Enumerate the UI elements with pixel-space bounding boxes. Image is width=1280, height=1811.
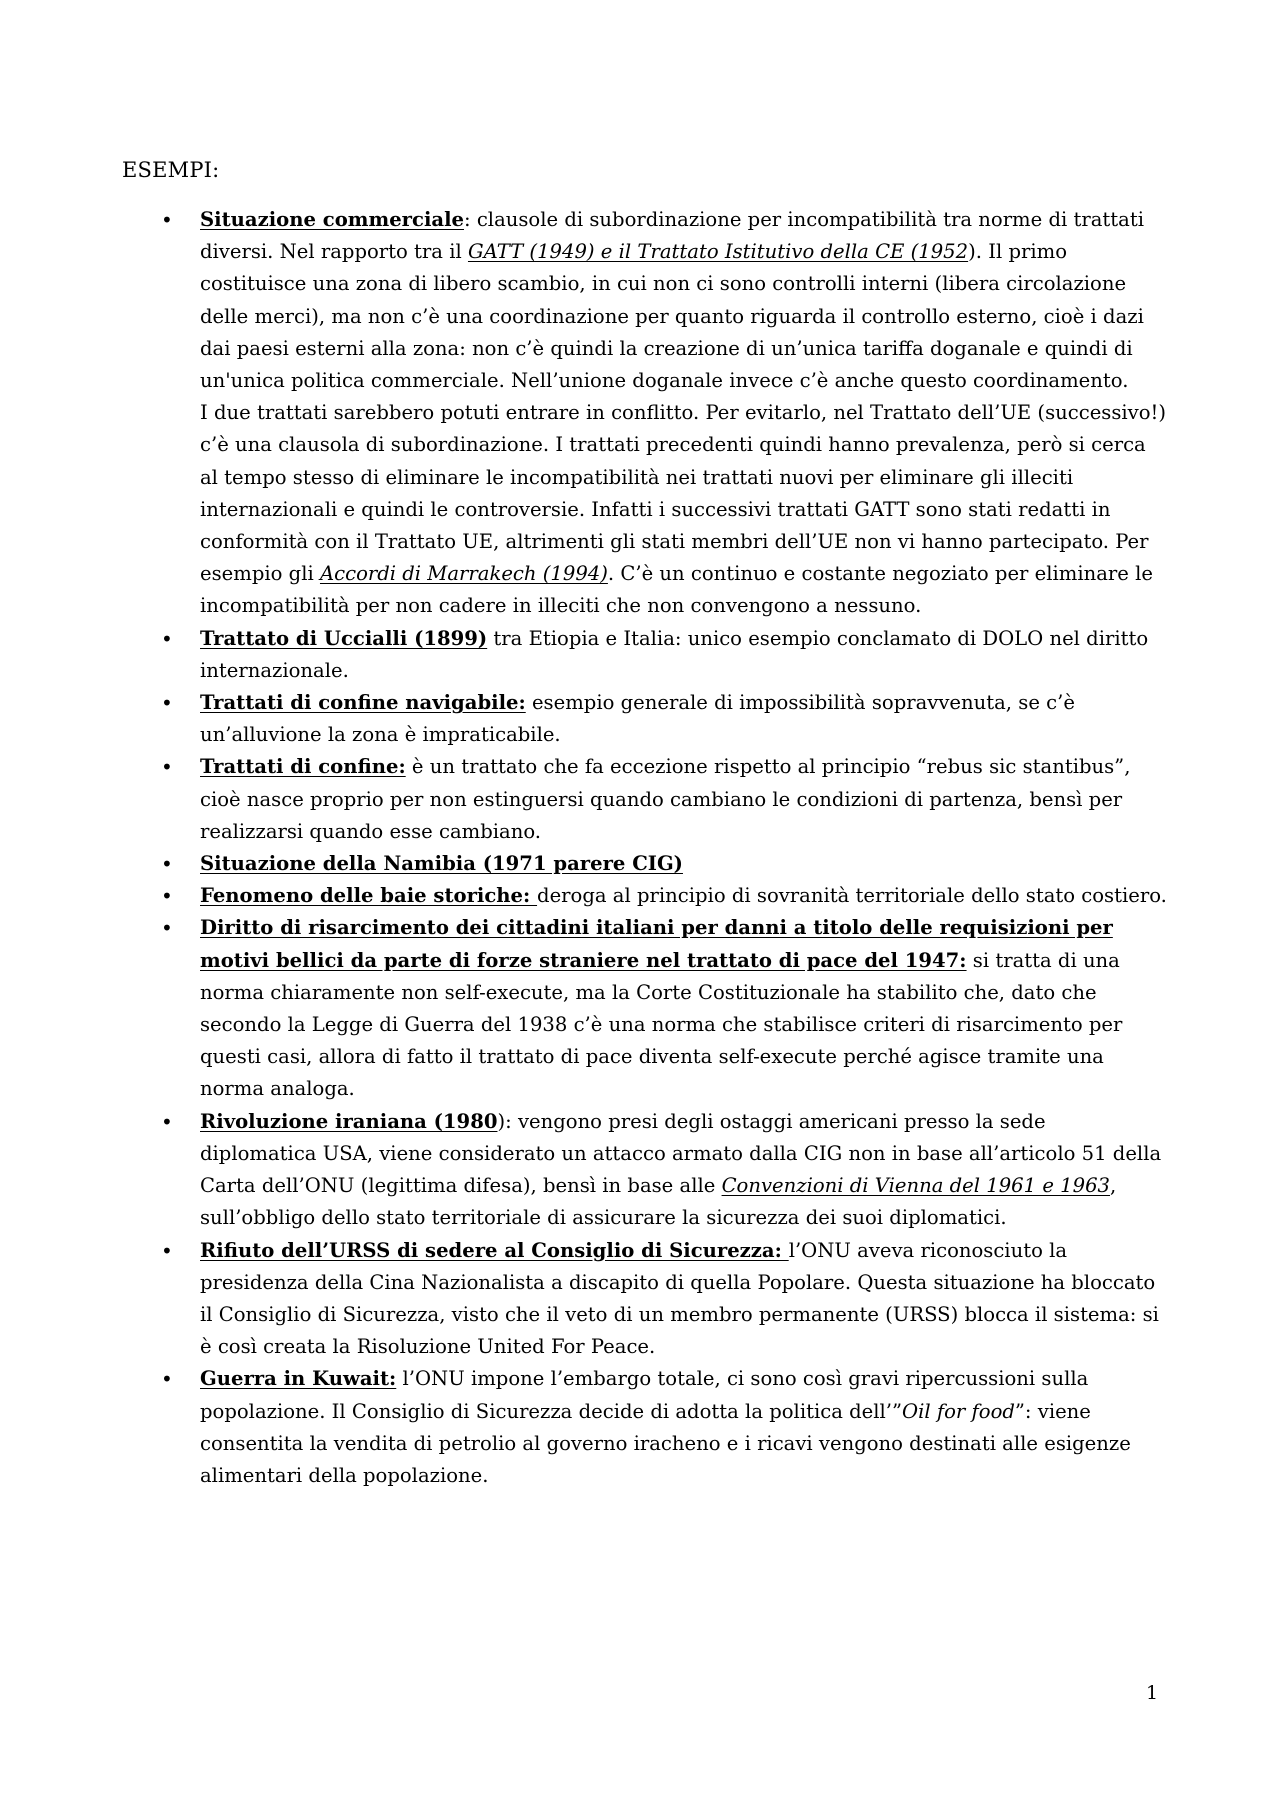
item-text: : clausole di subordinazione per incompatibilità tra norme di trattati diversi. Nel rapporto tra il <box>200 208 1144 264</box>
item-paragraph <box>200 397 1168 622</box>
item-text: I due trattati sarebbero potuti entrare in conflitto. Per evitarlo, nel Trattato dell’UE (successivo!) c’è una clausola di subordinazione. I trattati precedenti quindi hanno prevalenza, però si cerca al tempo stesso di eliminare le incompatibilità nei trattati nuovi per eliminare gli illeciti internazionali e quindi le controversie. Infatti i successivi trattati GATT sono stati redatti in conformità con il Trattato UE, altrimenti gli stati membri dell’UE non vi hanno partecipato. Per esempio gli <box>200 401 1167 586</box>
item-term: Rivoluzione iraniana (1980 <box>200 1109 498 1133</box>
examples-list <box>161 204 1168 1492</box>
item-text: ). Il primo costituisce una zona di libero scambio, in cui non ci sono controlli interni (libera circolazione delle merci), ma non c’è una coordinazione per quanto riguarda il controllo esterno, cioè i dazi dai paesi esterni alla zona: non c’è quindi la creazione di un’unica tariffa doganale e quindi di un'unica politica commerciale. Nell’unione doganale invece c’è anche questo coordinamento. <box>200 240 1144 393</box>
item-term: Fenomeno delle baie storiche: <box>200 884 538 908</box>
section-heading: ESEMPI: <box>122 158 220 182</box>
item-text: l’ONU aveva riconosciuto la presidenza della Cina Nazionalista a discapito di quella Popolare. Questa situazione ha bloccato il Consiglio di Sicurezza, visto che il veto di un membro permanente (URSS) blocca il sistema: si è così creata la Risoluzione United For Peace. <box>200 1238 1159 1359</box>
list-item-rifiuto-urss <box>161 1235 1168 1364</box>
item-text: si tratta di una norma chiaramente non self-execute, ma la Corte Costituzionale ha stabilito che, dato che secondo la Legge di Guerra del 1938 c’è una norma che stabilisce criteri di risarcimento per questi casi, allora di fatto il trattato di pace diventa self-execute perché agisce tramite una norma analoga. <box>200 948 1123 1101</box>
item-text: tra Etiopia e Italia: unico esempio conclamato di DOLO nel diritto internazionale. <box>200 626 1149 682</box>
item-reference: GATT (1949) e il Trattato Istitutivo della CE (1952 <box>467 240 969 264</box>
bullet-icon: • <box>161 1109 173 1134</box>
list-item-confine-navigabile <box>161 687 1168 751</box>
item-text: l’ONU impone l’embargo totale, ci sono così gravi ripercussioni sulla popolazione. Il Consiglio di Sicurezza decide di adotta la politica dell’” <box>200 1367 1089 1423</box>
list-item-trattati-confine <box>161 751 1168 848</box>
bullet-icon: • <box>161 1238 173 1263</box>
item-reference: Accordi di Marrakech (1994) <box>319 562 608 586</box>
item-term: Trattato di Uccialli (1899) <box>200 626 488 650</box>
item-text: esempio generale di impossibilità sopravvenuta, se c’è un’alluvione la zona è impraticabile. <box>200 691 1075 747</box>
page-number: 1 <box>1146 1682 1159 1704</box>
list-item-namibia <box>161 848 1168 880</box>
item-term: Diritto di risarcimento dei cittadini italiani per danni a titolo delle requisizioni per motivi bellici da parte di forze straniere nel trattato di pace del 1947: <box>200 916 1113 972</box>
item-text: . C’è un continuo e costante negoziato per eliminare le incompatibilità per non cadere in illeciti che non convengono a nessuno. <box>200 562 1153 618</box>
item-text: è un trattato che fa eccezione rispetto al principio “rebus sic stantibus”, cioè nasce proprio per non estinguersi quando cambiano le condizioni di partenza, bensì per realizzarsi quando esse cambiano. <box>200 755 1131 843</box>
item-term: Situazione commerciale <box>200 208 464 231</box>
bullet-icon: • <box>161 691 173 716</box>
list-item-diritto-risarcimento <box>161 912 1168 1105</box>
item-emphasis: Oil for food <box>902 1399 1015 1423</box>
item-reference: Convenzioni di Vienna del 1961 e 1963 <box>721 1174 1111 1198</box>
bullet-icon: • <box>161 626 173 651</box>
bullet-icon: • <box>161 884 173 909</box>
item-term: Situazione della Namibia (1971 parere CIG) <box>200 852 683 876</box>
item-term: Trattati di confine navigabile: <box>200 691 526 715</box>
item-text: deroga al principio di sovranità territoriale dello stato costiero. <box>537 884 1167 908</box>
list-item-guerra-kuwait <box>161 1363 1168 1492</box>
bullet-icon: • <box>161 208 173 232</box>
bullet-icon: • <box>161 916 173 941</box>
item-term: Guerra in Kuwait: <box>200 1367 397 1391</box>
item-text: , sull’obbligo dello stato territoriale di assicurare la sicurezza dei suoi diplomatici. <box>200 1174 1117 1230</box>
item-term: Rifiuto dell’URSS di sedere al Consiglio di Sicurezza: <box>200 1238 789 1262</box>
bullet-icon: • <box>161 1367 173 1392</box>
bullet-icon: • <box>161 852 173 877</box>
item-term: Trattati di confine: <box>200 755 406 779</box>
item-text: ”: viene consentita la vendita di petrolio al governo iracheno e i ricavi vengono destinati alle esigenze alimentari della popolazione. <box>200 1399 1131 1487</box>
list-item-situazione-commerciale <box>161 204 1168 623</box>
list-item-rivoluzione-iraniana <box>161 1106 1168 1235</box>
list-item-baie-storiche <box>161 880 1168 912</box>
bullet-icon: • <box>161 755 173 780</box>
list-item-trattato-uccialli <box>161 623 1168 687</box>
item-text: ): vengono presi degli ostaggi americani presso la sede diplomatica USA, viene considerato un attacco armato dalla CIG non in base all’articolo 51 della Carta dell’ONU (legittima difesa), bensì in base alle <box>200 1109 1162 1198</box>
